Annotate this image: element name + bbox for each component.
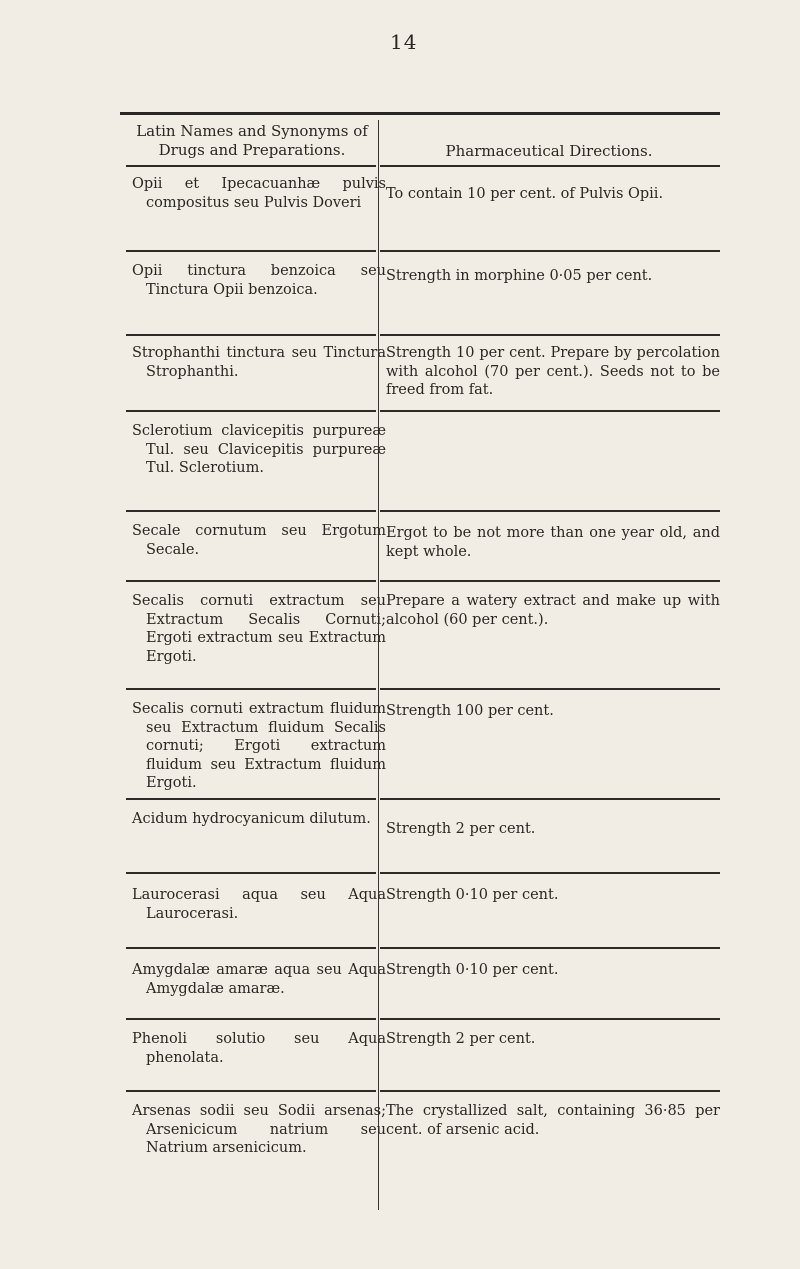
drug-name: Amygdalæ amaræ aqua seu Aqua Amygdalæ amaræ.	[132, 962, 386, 997]
header-right: Pharmaceutical Directions.	[445, 142, 653, 160]
drug-direction: Prepare a watery extract and make up with alcohol (60 per cent.).	[386, 593, 720, 628]
drug-name: Laurocerasi aqua seu Aqua Laurocerasi.	[132, 887, 386, 922]
drug-name: Opii et Ipecacuanhæ pulvis compositus seu Pulvis Doveri	[132, 176, 386, 211]
drug-direction: Strength 100 per cent.	[386, 703, 554, 719]
top-rule	[120, 112, 720, 115]
drug-direction: Strength 10 per cent. Prepare by percolation with alcohol (70 per cent.). Seeds not to be freed from fat.	[386, 345, 720, 398]
drug-direction: To contain 10 per cent. of Pulvis Opii.	[386, 186, 664, 202]
drug-name: Arsenas sodii seu Sodii arsenas; Arsenicicum natrium seu Natrium arsenicicum.	[132, 1103, 386, 1156]
drug-name: Acidum hydrocyanicum dilutum.	[132, 811, 371, 827]
drug-direction: Strength 2 per cent.	[386, 821, 536, 837]
drug-direction: Strength 0·10 per cent.	[386, 962, 559, 978]
drug-name: Phenoli solutio seu Aqua phenolata.	[132, 1031, 386, 1066]
drug-direction: Strength 0·10 per cent.	[386, 887, 559, 903]
drug-direction: Strength in morphine 0·05 per cent.	[386, 268, 653, 284]
drug-direction: Ergot to be not more than one year old, and kept whole.	[386, 525, 720, 560]
drug-name: Opii tinctura benzoica seu Tinctura Opii benzoica.	[132, 263, 386, 298]
drug-name: Secalis cornuti extractum seu Extractum Secalis Cornuti; Ergoti extractum seu Extractum Ergoti.	[132, 593, 386, 665]
header-left: Latin Names and Synonyms of Drugs and Preparations.	[136, 122, 368, 159]
drug-name: Strophanthi tinctura seu Tinctura Strophanthi.	[132, 345, 386, 380]
drug-name: Secalis cornuti extractum fluidum seu Extractum fluidum Secalis cornuti; Ergoti extractum fluidum seu Extractum fluidum Ergoti.	[132, 701, 386, 791]
page-number: 14	[390, 30, 418, 54]
drug-name: Secale cornutum seu Ergotum Secale.	[132, 523, 386, 558]
drug-direction: Strength 2 per cent.	[386, 1031, 536, 1047]
drug-direction: The crystallized salt, containing 36·85 per cent. of arsenic acid.	[386, 1103, 720, 1138]
drug-name: Sclerotium clavicepitis purpureæ Tul. seu Clavicepitis purpureæ Tul. Sclerotium.	[132, 423, 386, 476]
